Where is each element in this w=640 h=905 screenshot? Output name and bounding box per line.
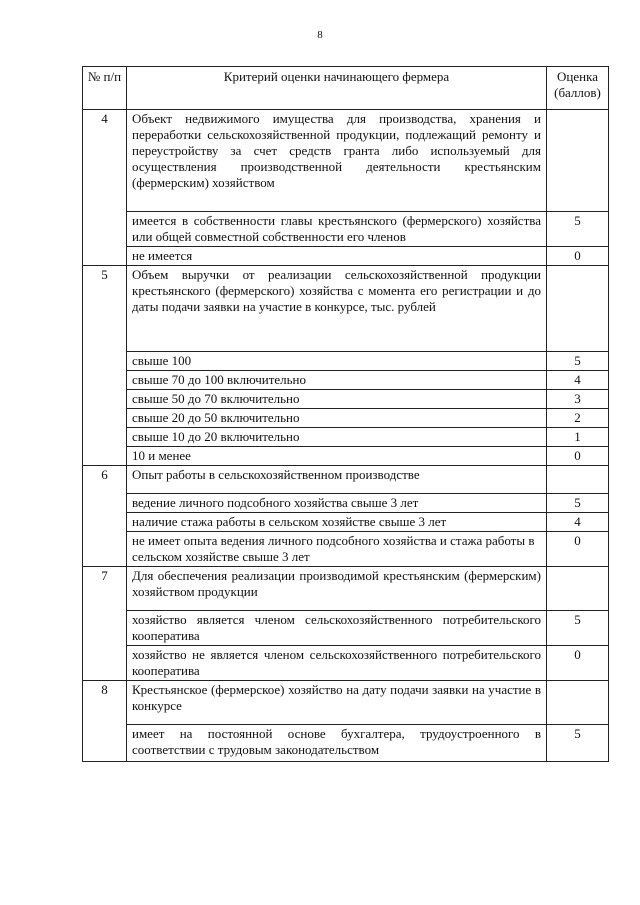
- option-score: 0: [547, 247, 609, 266]
- criterion-number: 5: [83, 266, 127, 466]
- criterion-title: Крестьянское (фермерское) хозяйство на дату подачи заявки на участие в конкурсе: [127, 681, 547, 725]
- option-label: имеется в собственности главы крестьянского (фермерского) хозяйства или общей совместной собственности его членов: [127, 212, 547, 247]
- criterion-title-score: [547, 110, 609, 212]
- table-header-row: [83, 67, 609, 110]
- criterion-group-8: [83, 681, 609, 725]
- criterion-group-6: [83, 466, 609, 494]
- option-row: [83, 646, 609, 681]
- criterion-title: Объект недвижимого имущества для производства, хранения и переработки сельскохозяйственной продукции, подлежащий ремонту и переустройству за счет средств гранта либо используемый для осуществления производственной деятельности крестьянским (фермерским) хозяйством: [127, 110, 547, 212]
- criterion-title-score: [547, 567, 609, 611]
- option-label: свыше 10 до 20 включительно: [127, 428, 547, 447]
- criterion-title-score: [547, 466, 609, 494]
- option-score: 0: [547, 532, 609, 567]
- criterion-group-7: [83, 567, 609, 611]
- option-label: имеет на постоянной основе бухгалтера, трудоустроенного в соответствии с трудовым законодательством: [127, 725, 547, 762]
- option-label: свыше 20 до 50 включительно: [127, 409, 547, 428]
- criterion-title: Для обеспечения реализации производимой крестьянским (фермерским) хозяйством продукции: [127, 567, 547, 611]
- option-score: 5: [547, 611, 609, 646]
- criterion-number: 8: [83, 681, 127, 762]
- option-label: наличие стажа работы в сельском хозяйстве свыше 3 лет: [127, 513, 547, 532]
- option-score: 1: [547, 428, 609, 447]
- option-label: не имеется: [127, 247, 547, 266]
- criterion-title-score: [547, 681, 609, 725]
- option-row: [83, 390, 609, 409]
- criterion-number: 6: [83, 466, 127, 567]
- option-row: [83, 447, 609, 466]
- criterion-number: 7: [83, 567, 127, 681]
- option-label: свыше 100: [127, 352, 547, 371]
- option-row: [83, 532, 609, 567]
- option-label: ведение личного подсобного хозяйства свыше 3 лет: [127, 494, 547, 513]
- option-score: 5: [547, 725, 609, 762]
- header-score: Оценка (баллов): [547, 67, 609, 110]
- option-label: свыше 70 до 100 включительно: [127, 371, 547, 390]
- option-label: не имеет опыта ведения личного подсобного хозяйства и стажа работы в сельском хозяйстве свыше 3 лет: [127, 532, 547, 567]
- option-label: 10 и менее: [127, 447, 547, 466]
- criterion-title: Опыт работы в сельскохозяйственном производстве: [127, 466, 547, 494]
- option-score: 4: [547, 371, 609, 390]
- option-label: хозяйство не является членом сельскохозяйственного потребительского кооператива: [127, 646, 547, 681]
- criterion-number: 4: [83, 110, 127, 266]
- option-score: 5: [547, 212, 609, 247]
- option-score: 2: [547, 409, 609, 428]
- header-criterion: Критерий оценки начинающего фермера: [127, 67, 547, 110]
- option-row: [83, 371, 609, 390]
- option-score: 0: [547, 447, 609, 466]
- option-row: [83, 247, 609, 266]
- option-score: 5: [547, 352, 609, 371]
- option-label: свыше 50 до 70 включительно: [127, 390, 547, 409]
- option-row: [83, 725, 609, 762]
- criterion-title-score: [547, 266, 609, 352]
- header-number: № п/п: [83, 67, 127, 110]
- option-row: [83, 611, 609, 646]
- option-score: 4: [547, 513, 609, 532]
- option-row: [83, 212, 609, 247]
- criteria-table: [82, 66, 609, 762]
- option-row: [83, 513, 609, 532]
- page-number: 8: [317, 29, 323, 41]
- option-row: [83, 494, 609, 513]
- option-row: [83, 428, 609, 447]
- criterion-group-5: [83, 266, 609, 352]
- option-label: хозяйство является членом сельскохозяйственного потребительского кооператива: [127, 611, 547, 646]
- option-score: 3: [547, 390, 609, 409]
- option-row: [83, 352, 609, 371]
- option-score: 5: [547, 494, 609, 513]
- option-score: 0: [547, 646, 609, 681]
- criterion-group-4: [83, 110, 609, 212]
- criterion-title: Объем выручки от реализации сельскохозяйственной продукции крестьянского (фермерского) хозяйства с момента его регистрации и до даты подачи заявки на участие в конкурсе, тыс. рублей: [127, 266, 547, 352]
- option-row: [83, 409, 609, 428]
